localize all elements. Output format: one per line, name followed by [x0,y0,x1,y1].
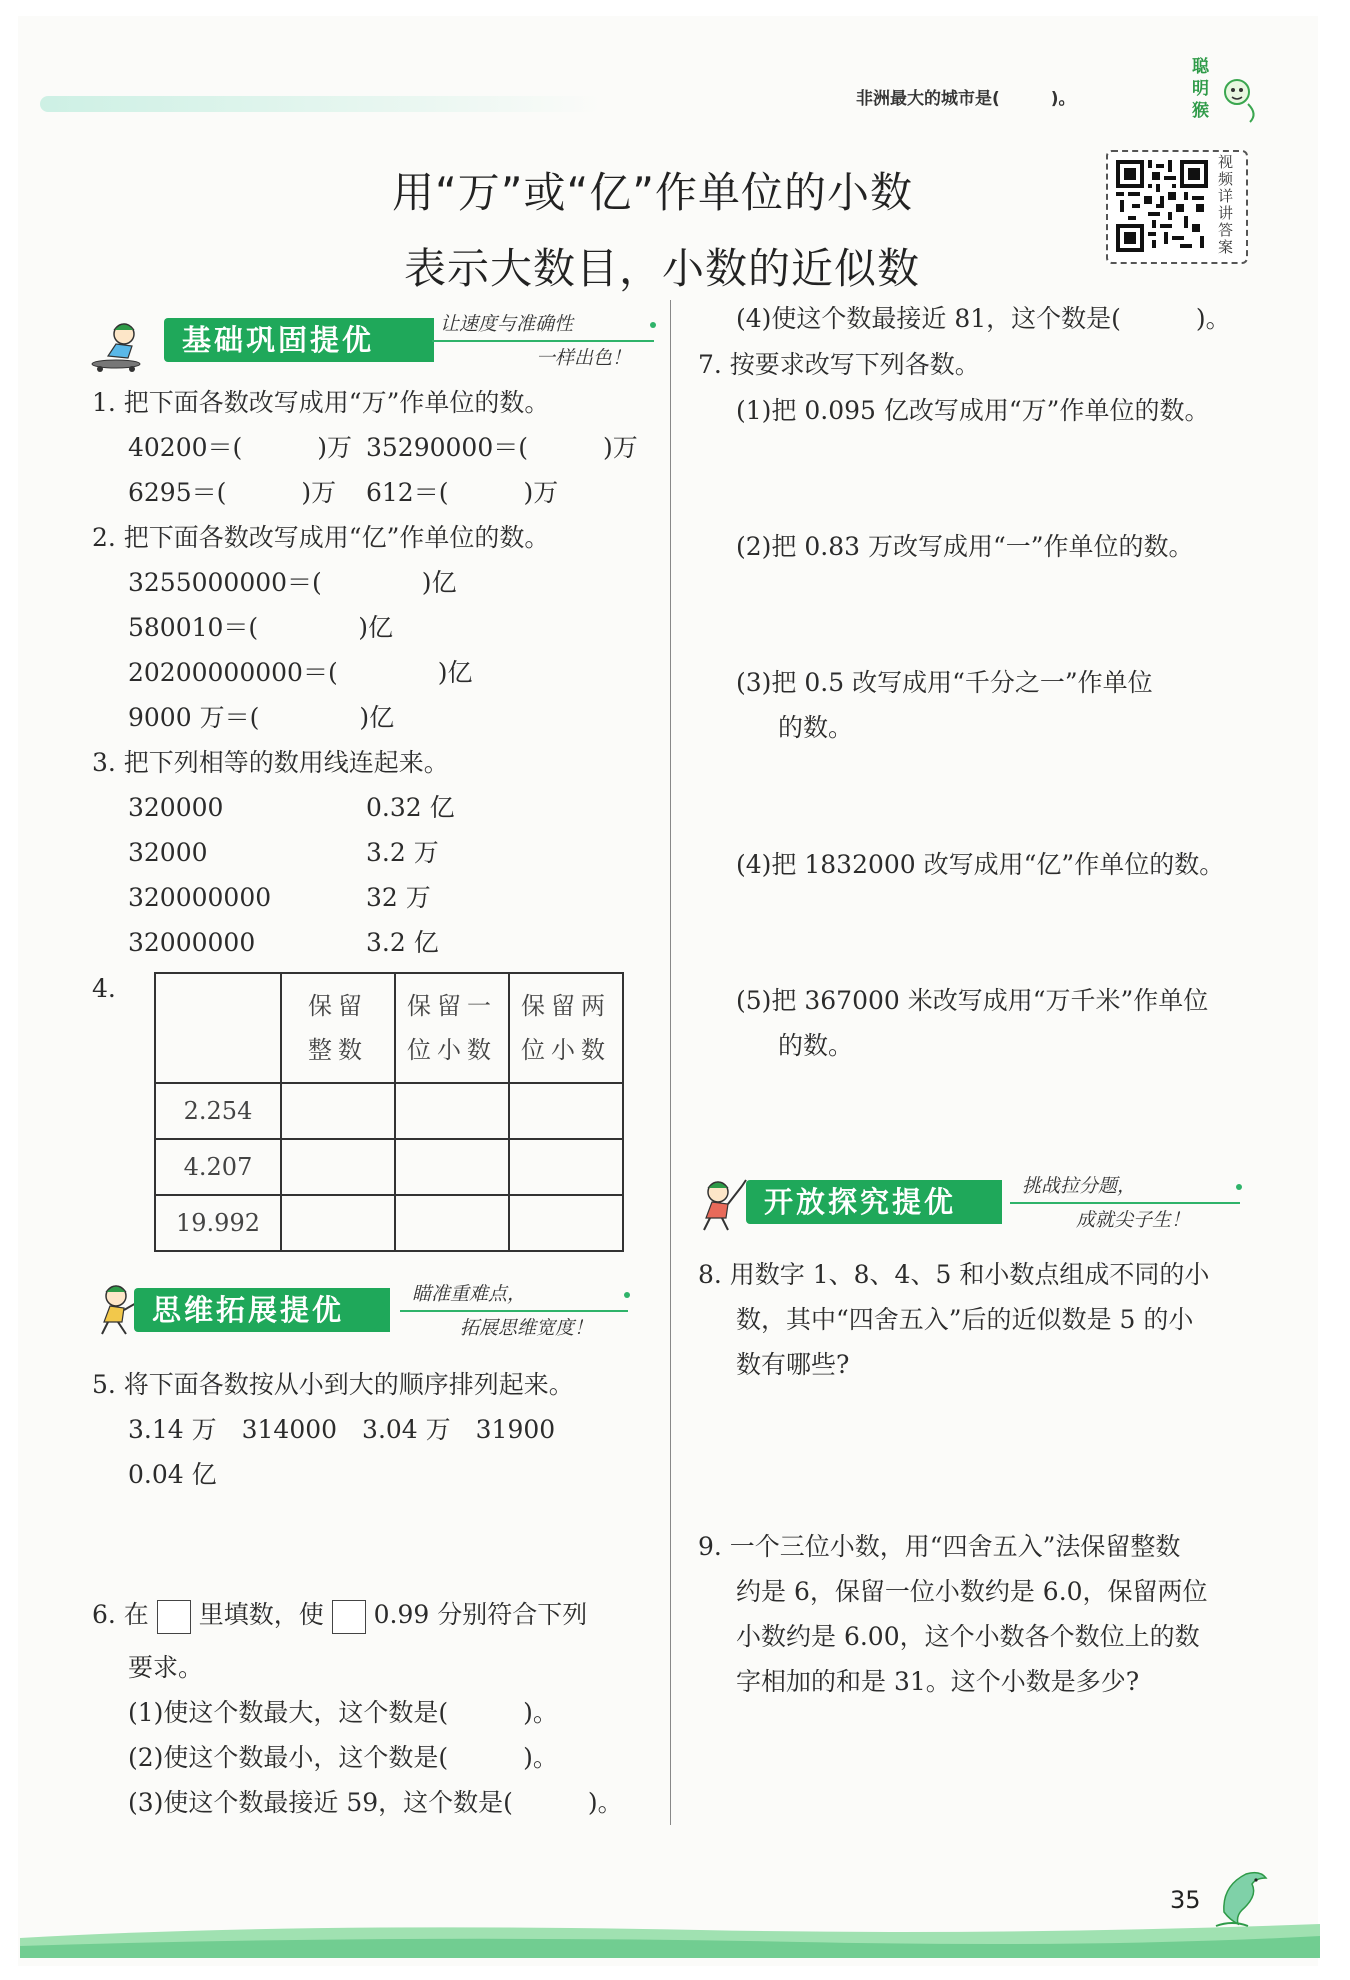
q6-stem [92,1598,587,1634]
tip-underline [1010,1202,1240,1204]
header-question: 非洲最大的城市是( )。 [856,89,1076,109]
q2-stem: 2. 把下面各数改写成用“亿”作单位的数。 [92,523,550,552]
table-row [155,1083,623,1139]
q7-item-cont: 的数。 [778,1031,854,1060]
q5-numbers: 0.04 亿 [128,1460,217,1489]
q6-item: (3)使这个数最接近 59，这个数是( )。 [128,1788,623,1817]
brand-char: 猴 [1192,101,1209,121]
table-header-cell: 保留 整数 [281,973,395,1083]
q1-item: 6295＝( )万 [128,478,337,507]
answer-cell[interactable] [509,1195,623,1251]
q3-stem: 3. 把下列相等的数用线连起来。 [92,748,449,777]
tip-dot [1236,1184,1242,1190]
q2-item: 20200000000＝( )亿 [128,658,473,687]
q2-item: 9000 万＝( )亿 [128,703,395,732]
q1-item: 612＝( )万 [366,478,559,507]
section-tip-basic-1: 让速度与准确性 [440,313,574,335]
q3-right-item: 3.2 万 [366,838,439,867]
section-banner-thinking: 思维拓展提优 [134,1288,390,1332]
qr-code-icon [1116,160,1208,252]
header-decoration [40,96,600,112]
table-header-cell: 保留一 位小数 [395,973,509,1083]
section-tip-thinking-2: 拓展思维宽度！ [460,1317,594,1339]
q3-left-item: 32000 [128,838,208,867]
q7-item: (5)把 367000 米改写成用“万千米”作单位 [736,986,1209,1015]
q6-stem-cont: 要求。 [128,1653,204,1682]
column-divider [670,300,671,1825]
q9-line: 9. 一个三位小数，用“四舍五入”法保留整数 [698,1532,1181,1561]
q2-item: 3255000000＝( )亿 [128,568,457,597]
q9-line: 字相加的和是 31。这个小数是多少? [736,1667,1140,1696]
table-corner-cell [155,973,281,1083]
brand-char: 聪 [1192,57,1209,77]
q3-right-item: 32 万 [366,883,431,912]
q7-item: (4)把 1832000 改写成用“亿”作单位的数。 [736,850,1225,879]
q8-line: 数，其中“四舍五入”后的近似数是 5 的小 [736,1305,1194,1334]
tip-underline [400,1310,628,1312]
answer-cell[interactable] [395,1195,509,1251]
answer-cell[interactable] [281,1083,395,1139]
blank-box[interactable] [157,1600,191,1634]
q7-item: (3)把 0.5 改写成用“千分之一”作单位 [736,668,1153,697]
section-banner-basic: 基础巩固提优 [164,318,434,362]
blank-box[interactable] [332,1600,366,1634]
q1-item: 35290000＝( )万 [366,433,638,462]
skateboard-mascot-icon [88,318,148,374]
page-title-line2: 表示大数目，小数的近似数 [404,244,921,293]
banner-arrow [372,1288,388,1332]
q8-line: 8. 用数字 1、8、4、5 和小数点组成不同的小 [698,1260,1210,1289]
q6-item: (1)使这个数最大，这个数是( )。 [128,1698,558,1727]
answer-cell[interactable] [395,1139,509,1195]
answer-cell[interactable] [509,1083,623,1139]
dolphin-icon [1212,1866,1272,1930]
q6-item: (2)使这个数最小，这个数是( )。 [128,1743,558,1772]
table-header-cell: 保留两 位小数 [509,973,623,1083]
table-row-label: 2.254 [155,1083,281,1139]
answer-cell[interactable] [509,1139,623,1195]
q1-item: 40200＝( )万 [128,433,353,462]
qr-label: 视频详讲答案 [1218,153,1234,256]
brand-char: 明 [1192,79,1209,99]
q3-left-item: 32000000 [128,928,256,957]
q4-rounding-table [154,972,624,1252]
q5-numbers: 3.14 万 314000 3.04 万 31900 [128,1415,556,1444]
q6-stem-part: 6. 在 [92,1600,149,1629]
table-row-label: 4.207 [155,1139,281,1195]
table-row [155,1195,623,1251]
q3-left-item: 320000 [128,793,224,822]
section-tip-open-1: 挑战拉分题， [1022,1175,1137,1197]
table-header-row [155,973,623,1083]
answer-cell[interactable] [281,1139,395,1195]
q9-line: 小数约是 6.00，这个小数各个数位上的数 [736,1622,1200,1651]
q9-line: 约是 6，保留一位小数约是 6.0，保留两位 [736,1577,1208,1606]
page-title-line1: 用“万”或“亿”作单位的小数 [392,168,914,217]
q7-item: (1)把 0.095 亿改写成用“万”作单位的数。 [736,396,1210,425]
climbing-mascot-icon [694,1176,754,1232]
section-banner-open: 开放探究提优 [746,1180,1002,1224]
section-tip-basic-2: 一样出色！ [536,347,632,369]
tip-underline [432,340,654,342]
q7-item-cont: 的数。 [778,713,854,742]
q2-item: 580010＝( )亿 [128,613,393,642]
section-tip-open-2: 成就尖子生！ [1076,1209,1191,1231]
q7-item: (2)把 0.83 万改写成用“一”作单位的数。 [736,532,1194,561]
answer-cell[interactable] [395,1083,509,1139]
q6-stem-part: 里填数，使 [198,1600,324,1629]
answer-cell[interactable] [281,1195,395,1251]
banner-arrow [416,318,432,362]
table-row [155,1139,623,1195]
q3-right-item: 3.2 亿 [366,928,439,957]
q3-right-item: 0.32 亿 [366,793,455,822]
tip-dot [624,1292,630,1298]
banner-arrow [984,1180,1000,1224]
q7-stem: 7. 按要求改写下列各数。 [698,350,980,379]
table-row-label: 19.992 [155,1195,281,1251]
q6-item: (4)使这个数最接近 81，这个数是( )。 [736,304,1231,333]
q6-stem-part: 0.99 分别符合下列 [373,1600,588,1629]
q5-stem: 5. 将下面各数按从小到大的顺序排列起来。 [92,1370,574,1399]
q4-number: 4. [92,974,116,1003]
tip-dot [650,322,656,328]
q3-left-item: 320000000 [128,883,272,912]
q8-line: 数有哪些? [736,1350,850,1379]
q1-stem: 1. 把下面各数改写成用“万”作单位的数。 [92,388,550,417]
section-tip-thinking-1: 瞄准重难点， [412,1283,527,1305]
brand-text [1192,56,1216,122]
footer-wave [0,1908,1350,1980]
page-number: 35 [1170,1886,1201,1914]
